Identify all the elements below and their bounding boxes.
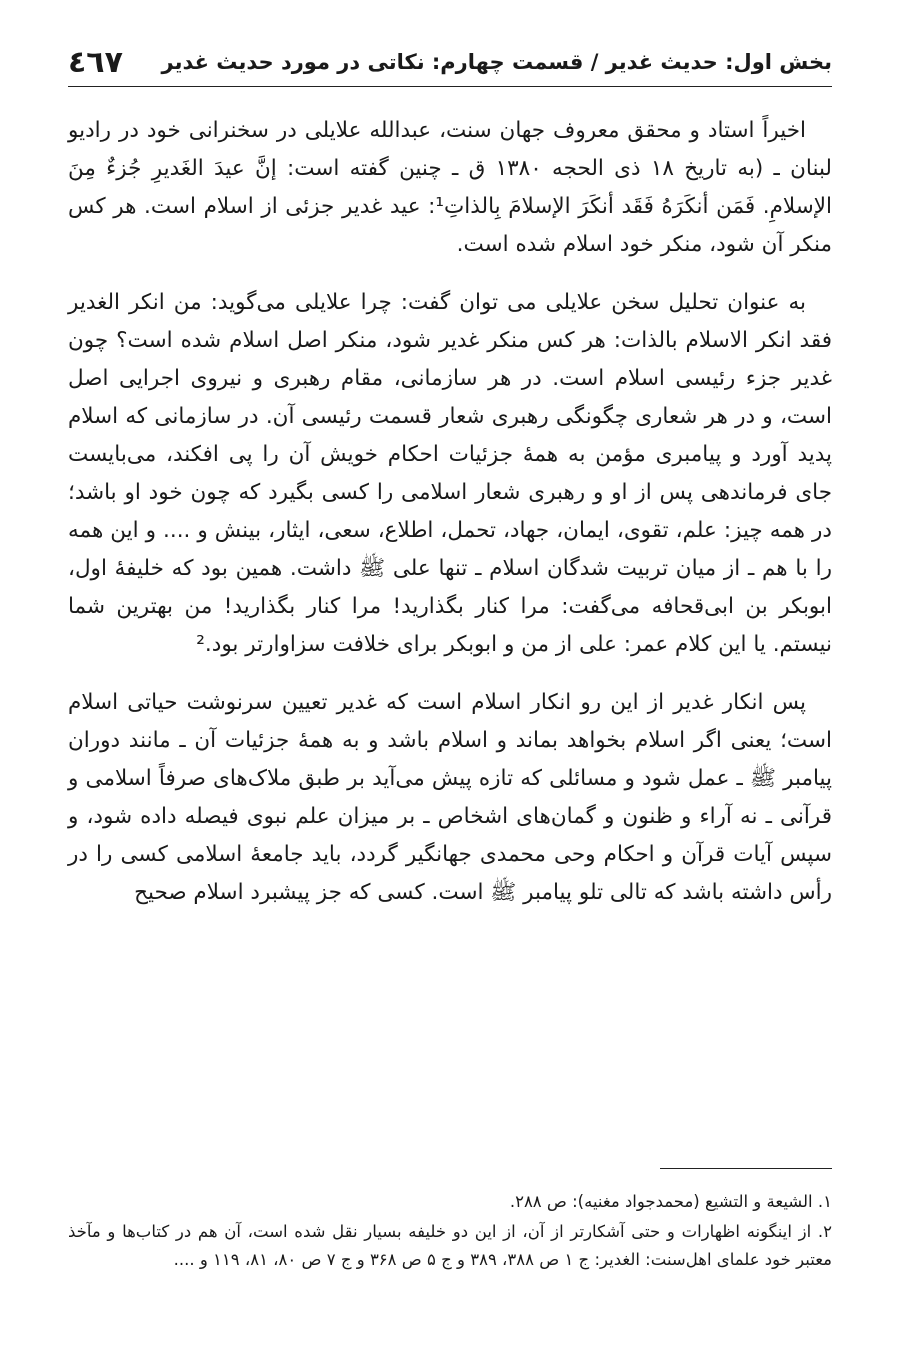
paragraph-2: به عنوان تحلیل سخن علایلی می توان گفت: چرا علایلی می‌گوید: من انکر الغدیر فقد انکر الاسلام بالذات: هر کس منکر غدیر شود، منکر اصل اسلام شده است؟ چون غدیر جزء رئیسی اسلام است. در هر سازمانی، مقام رهبری و نیروی اجرایی اصل است، و در هر شعاری چگونگی رهبری شعار قسمت رئیسی آن. در سازمانی که اسلام پدید آورد و پیامبری مؤمن به همهٔ جزئیات احکام خویش آن را پی افکند، می‌بایست جای فرماندهی پس از او و رهبری شعار اسلامی را کسی بگیرد که چون خود او باشد؛ در همه چیز: علم، تقوی، ایمان، جهاد، تحمل، اطلاع، سعی، ایثار، بینش و .... و این همه را با هم ـ از میان تربیت شدگان اسلام ـ تنها علی ﷺ داشت. همین بود که خلیفهٔ اول، ابوبکر بن ابی‌قحافه می‌گفت: مرا کنار بگذارید! مرا کنار بگذارید! من بهترین شما نیستم. یا این کلام عمر: علی از من و ابوبکر برای خلافت سزاوارتر بود.² bbox=[68, 290, 832, 657]
running-header bbox=[68, 38, 832, 87]
header-title: بخش اول: حدیث غدیر / قسمت چهارم: نکاتی در مورد حدیث غدیر bbox=[161, 50, 832, 74]
body-text bbox=[68, 112, 832, 932]
footnotes bbox=[68, 1188, 832, 1276]
paragraph-3: پس انکار غدیر از این رو انکار اسلام است که غدیر تعیین سرنوشت حیاتی اسلام است؛ یعنی اگر اسلام بخواهد بماند و اسلام باشد و به همهٔ جزئیات آن ـ مانند دوران پیامبر ﷺ ـ عمل شود و مسائلی که تازه پیش می‌آید بر طبق ملاک‌های صرفاً اسلامی و قرآنی ـ نه آراء و ظنون و گمان‌های اشخاص ـ بر میزان علم نبوی فیصله داده شود، و سپس آیات قرآن و احکام وحی محمدی جهانگیر گردد، باید جامعهٔ اسلامی کسی را در رأس داشته باشد که تالی تلو پیامبر ﷺ است. کسی که جز پیشبرد اسلام صحیح bbox=[68, 690, 832, 905]
footnote-divider bbox=[660, 1168, 832, 1169]
paragraph-1: اخیراً استاد و محقق معروف جهان سنت، عبدالله علایلی در سخنرانی خود در رادیو لبنان ـ (به تاریخ ۱۸ ذی الحجه ۱۳۸۰ ق ـ چنین گفته است: إنَّ عیدَ الغَدیرِ جُزءٌ مِنَ الإسلامِ. فَمَن أنکَرَهُ فَقَد أنکَرَ الإسلامَ بِالذاتِ¹: عید غدیر جزئی از اسلام است. هر کس منکر آن شود، منکر خود اسلام شده است. bbox=[68, 118, 833, 257]
page-number: ٤٦٧ bbox=[68, 44, 123, 80]
footnote-1: ۱. الشیعة و التشیع (محمدجواد مغنیه): ص ۲۸۸. bbox=[509, 1192, 832, 1211]
footnote-2: ۲. از اینگونه اظهارات و حتی آشکارتر از آن، از این دو خلیفه بسیار نقل شده است، آن هم در کتاب‌ها و مآخذ معتبر خود علمای اهل‌سنت: الغدیر: ج ۱ ص ۳۸۸، ۳۸۹ و ج ۵ ص ۳۶۸ و ج ۷ ص ۸۰، ۸۱، ۱۱۹ و .... bbox=[68, 1222, 832, 1269]
